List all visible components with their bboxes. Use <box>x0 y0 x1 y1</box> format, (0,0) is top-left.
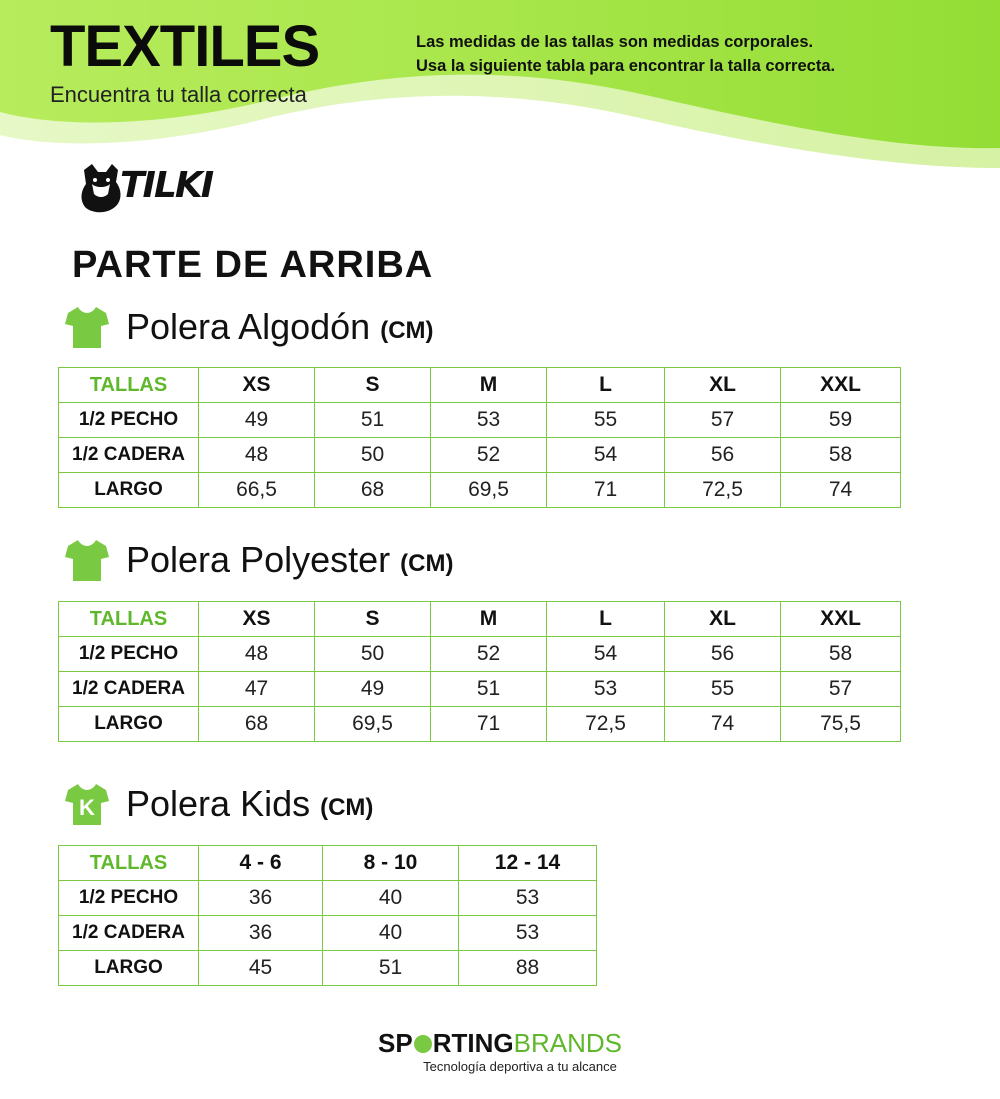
table-corner-label: TALLAS <box>59 846 199 881</box>
table-cell: 74 <box>665 707 781 742</box>
table-cell: 55 <box>665 672 781 707</box>
table-cell: 53 <box>459 916 597 951</box>
table-cell: 68 <box>315 473 431 508</box>
table-cell: 72,5 <box>547 707 665 742</box>
size-header: XL <box>665 368 781 403</box>
table-cell: 53 <box>547 672 665 707</box>
row-label: 1/2 CADERA <box>59 672 199 707</box>
tshirt-icon <box>64 304 110 350</box>
table-cell: 74 <box>781 473 901 508</box>
table-row <box>59 672 901 707</box>
table-cell: 72,5 <box>665 473 781 508</box>
tshirt-icon <box>64 537 110 583</box>
table-row <box>59 473 901 508</box>
page-title: TEXTILES <box>50 14 320 79</box>
table-cell: 50 <box>315 438 431 473</box>
size-header: XXL <box>781 368 901 403</box>
size-note-line-2: Usa la siguiente tabla para encontrar la talla correcta. <box>416 57 836 75</box>
table-cell: 53 <box>431 403 547 438</box>
size-header: S <box>315 602 431 637</box>
size-header: M <box>431 602 547 637</box>
table-corner-label: TALLAS <box>59 602 199 637</box>
table-cell: 57 <box>781 672 901 707</box>
size-table-algodon <box>58 367 901 508</box>
table-cell: 51 <box>315 403 431 438</box>
table-row <box>59 881 597 916</box>
table-cell: 52 <box>431 637 547 672</box>
fox-icon <box>78 162 126 218</box>
row-label: 1/2 PECHO <box>59 637 199 672</box>
table-cell: 56 <box>665 637 781 672</box>
table-header-row <box>59 846 597 881</box>
table-row <box>59 707 901 742</box>
table-cell: 45 <box>199 951 323 986</box>
table-cell: 55 <box>547 403 665 438</box>
table-cell: 48 <box>199 438 315 473</box>
size-header: S <box>315 368 431 403</box>
table-cell: 51 <box>431 672 547 707</box>
section-title: PARTE DE ARRIBA <box>72 244 434 286</box>
table-cell: 69,5 <box>315 707 431 742</box>
table-cell: 47 <box>199 672 315 707</box>
size-header: L <box>547 602 665 637</box>
row-label: LARGO <box>59 951 199 986</box>
size-table-polyester <box>58 601 901 742</box>
table-row <box>59 637 901 672</box>
table-cell: 66,5 <box>199 473 315 508</box>
kids-tshirt-icon <box>64 781 110 827</box>
product-unit: (CM) <box>380 317 434 344</box>
table-row <box>59 403 901 438</box>
row-label: LARGO <box>59 707 199 742</box>
brand-logo <box>78 162 228 218</box>
page-subtitle: Encuentra tu talla correcta <box>50 82 307 107</box>
table-cell: 57 <box>665 403 781 438</box>
row-label: 1/2 CADERA <box>59 916 199 951</box>
table-cell: 68 <box>199 707 315 742</box>
product-unit: (CM) <box>400 550 454 577</box>
table-corner-label: TALLAS <box>59 368 199 403</box>
table-cell: 69,5 <box>431 473 547 508</box>
table-row <box>59 916 597 951</box>
table-cell: 75,5 <box>781 707 901 742</box>
product-heading-polyester <box>64 535 453 585</box>
table-cell: 40 <box>323 916 459 951</box>
table-cell: 53 <box>459 881 597 916</box>
product-name: Polera Polyester <box>126 539 391 580</box>
product-name: Polera Algodón <box>126 306 371 347</box>
footer-brand-part-2: RTING <box>432 1028 514 1058</box>
table-cell: 56 <box>665 438 781 473</box>
row-label: 1/2 PECHO <box>59 881 199 916</box>
footer-tagline: Tecnología deportiva a tu alcance <box>423 1059 617 1074</box>
size-table-kids <box>58 845 597 986</box>
table-cell: 88 <box>459 951 597 986</box>
row-label: 1/2 PECHO <box>59 403 199 438</box>
row-label: 1/2 CADERA <box>59 438 199 473</box>
product-heading-algodon <box>64 302 434 352</box>
table-cell: 49 <box>199 403 315 438</box>
ball-icon <box>414 1035 432 1053</box>
footer-brand-part-1: SP <box>378 1028 413 1058</box>
size-header: XS <box>199 602 315 637</box>
table-cell: 59 <box>781 403 901 438</box>
table-cell: 58 <box>781 438 901 473</box>
table-cell: 36 <box>199 916 323 951</box>
size-header: L <box>547 368 665 403</box>
table-cell: 51 <box>323 951 459 986</box>
table-row <box>59 951 597 986</box>
size-header: XL <box>665 602 781 637</box>
table-header-row <box>59 602 901 637</box>
size-header: 4 - 6 <box>199 846 323 881</box>
table-cell: 52 <box>431 438 547 473</box>
table-cell: 48 <box>199 637 315 672</box>
product-unit: (CM) <box>320 794 374 821</box>
product-name: Polera Kids <box>126 783 311 824</box>
brand-name: TILKI <box>120 165 213 206</box>
table-cell: 50 <box>315 637 431 672</box>
table-cell: 58 <box>781 637 901 672</box>
kids-icon-letter: K <box>79 795 95 820</box>
table-cell: 40 <box>323 881 459 916</box>
footer-brand-part-3: BRANDS <box>513 1028 622 1058</box>
table-cell: 54 <box>547 438 665 473</box>
size-header: XS <box>199 368 315 403</box>
size-header: XXL <box>781 602 901 637</box>
size-note-line-1: Las medidas de las tallas son medidas corporales. <box>416 33 814 51</box>
table-cell: 71 <box>431 707 547 742</box>
row-label: LARGO <box>59 473 199 508</box>
size-header: M <box>431 368 547 403</box>
table-cell: 49 <box>315 672 431 707</box>
table-cell: 36 <box>199 881 323 916</box>
table-cell: 54 <box>547 637 665 672</box>
product-heading-kids <box>64 779 373 829</box>
footer <box>0 1030 1000 1074</box>
table-row <box>59 438 901 473</box>
footer-brand-logo <box>0 1030 1000 1056</box>
size-note <box>416 30 976 78</box>
table-header-row <box>59 368 901 403</box>
size-header: 8 - 10 <box>323 846 459 881</box>
table-cell: 71 <box>547 473 665 508</box>
size-header: 12 - 14 <box>459 846 597 881</box>
